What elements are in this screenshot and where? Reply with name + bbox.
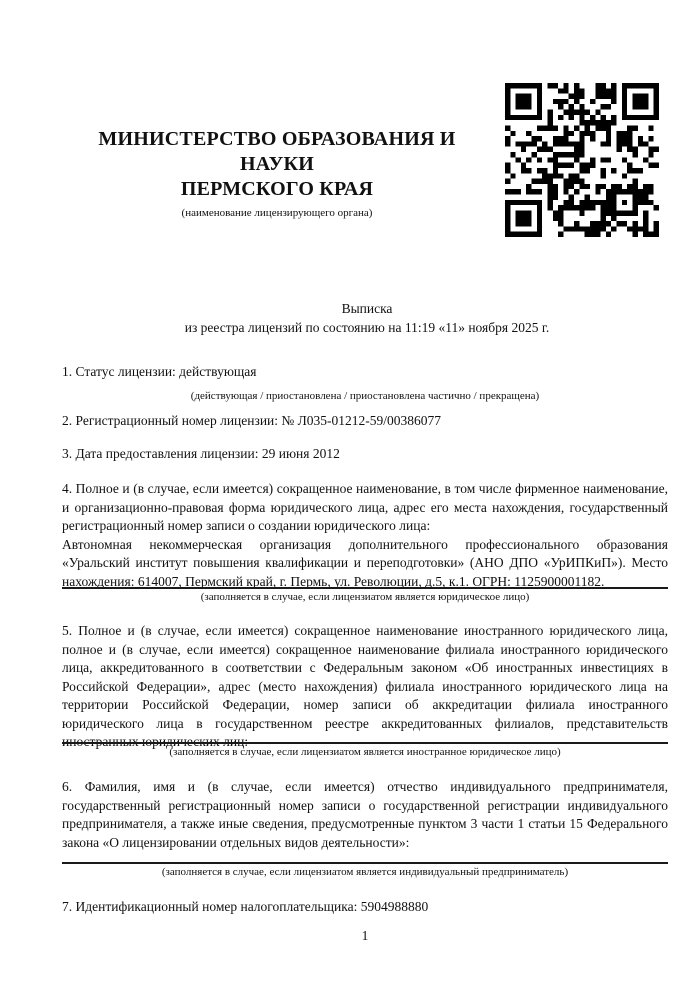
- document-title-line2: из реестра лицензий по состоянию на 11:19 «11» ноября 2025 г.: [184, 320, 550, 335]
- page-number: 1: [361, 928, 369, 943]
- ministry-name-line1: МИНИСТЕРСТВО ОБРАЗОВАНИЯ И НАУКИ: [98, 128, 456, 175]
- legal-entity-label: 4. Полное и (в случае, если имеется) сокращенное наименование, в том числе фирменное наименование, и организационно-правовая форма юридического лица, адрес его места нахождения, государственный регистрационный номер записи о создании юридического лица:: [62, 481, 668, 533]
- license-status-options-note: (действующая / приостановлена / приостановлена частично / прекращена): [190, 390, 540, 402]
- license-grant-date-field: 3. Дата предоставления лицензии: 29 июня 2012: [62, 446, 340, 461]
- individual-entrepreneur-note: (заполняется в случае, если лицензиатом является индивидуальный предприниматель): [161, 866, 569, 878]
- document-title: [62, 299, 672, 337]
- foreign-entity-label: 5. Полное и (в случае, если имеется) сокращенное наименование иностранного юридического лица, полное и (в случае, если имеется) сокращенное наименование филиала иностранного юридического лица, аккредитованного в соответствии с Федеральным законом «Об иностранных инвестициях в Российской Федерации», адрес (место нахождения) филиала иностранного юридического лица на территории Российской Федерации, номер записи об аккредитации филиала иностранного юридического лица в государственном реестре аккредитованных филиалов, представительств иностранных юридических лиц:: [62, 623, 668, 749]
- individual-entrepreneur-label: 6. Фамилия, имя и (в случае, если имеется) отчество индивидуального предпринимателя, государственный регистрационный номер записи о государственной регистрации индивидуального предпринимателя, а также иные сведения, предусмотренные пунктом 3 части 1 статьи 15 Федерального закона «О лицензировании отдельных видов деятельности»:: [62, 779, 668, 850]
- individual-entrepreneur-divider: [62, 862, 668, 864]
- foreign-entity-divider: [62, 742, 668, 744]
- legal-entity-section: [62, 480, 668, 591]
- ministry-name-line2: ПЕРМСКОГО КРАЯ: [180, 178, 374, 200]
- legal-entity-divider: [62, 587, 668, 589]
- license-status-field: 1. Статус лицензии: действующая: [62, 364, 257, 379]
- foreign-entity-note: (заполняется в случае, если лицензиатом является иностранное юридическое лицо): [169, 746, 561, 758]
- legal-entity-note: (заполняется в случае, если лицензиатом является юридическое лицо): [200, 591, 530, 603]
- registration-number-field: 2. Регистрационный номер лицензии: № Л035-01212-59/00386077: [62, 413, 442, 428]
- qr-code-icon: [505, 83, 659, 237]
- document-title-line1: Выписка: [341, 301, 393, 316]
- taxpayer-id-field: 7. Идентификационный номер налогоплательщика: 5904988880: [62, 899, 429, 914]
- licensing-authority-note: (наименование лицензирующего органа): [181, 207, 373, 219]
- licensing-authority-header: [62, 127, 492, 220]
- legal-entity-value: Автономная некоммерческая организация дополнительного профессионального образования «Уральский институт повышения квалификации и переподготовки» (АНО ДПО «УрИПКиП»). Место нахождения: 614007, Пермский край, г. Пермь, ул. Революции, д.5, к.1. ОГРН: 1125900001182.: [62, 536, 668, 589]
